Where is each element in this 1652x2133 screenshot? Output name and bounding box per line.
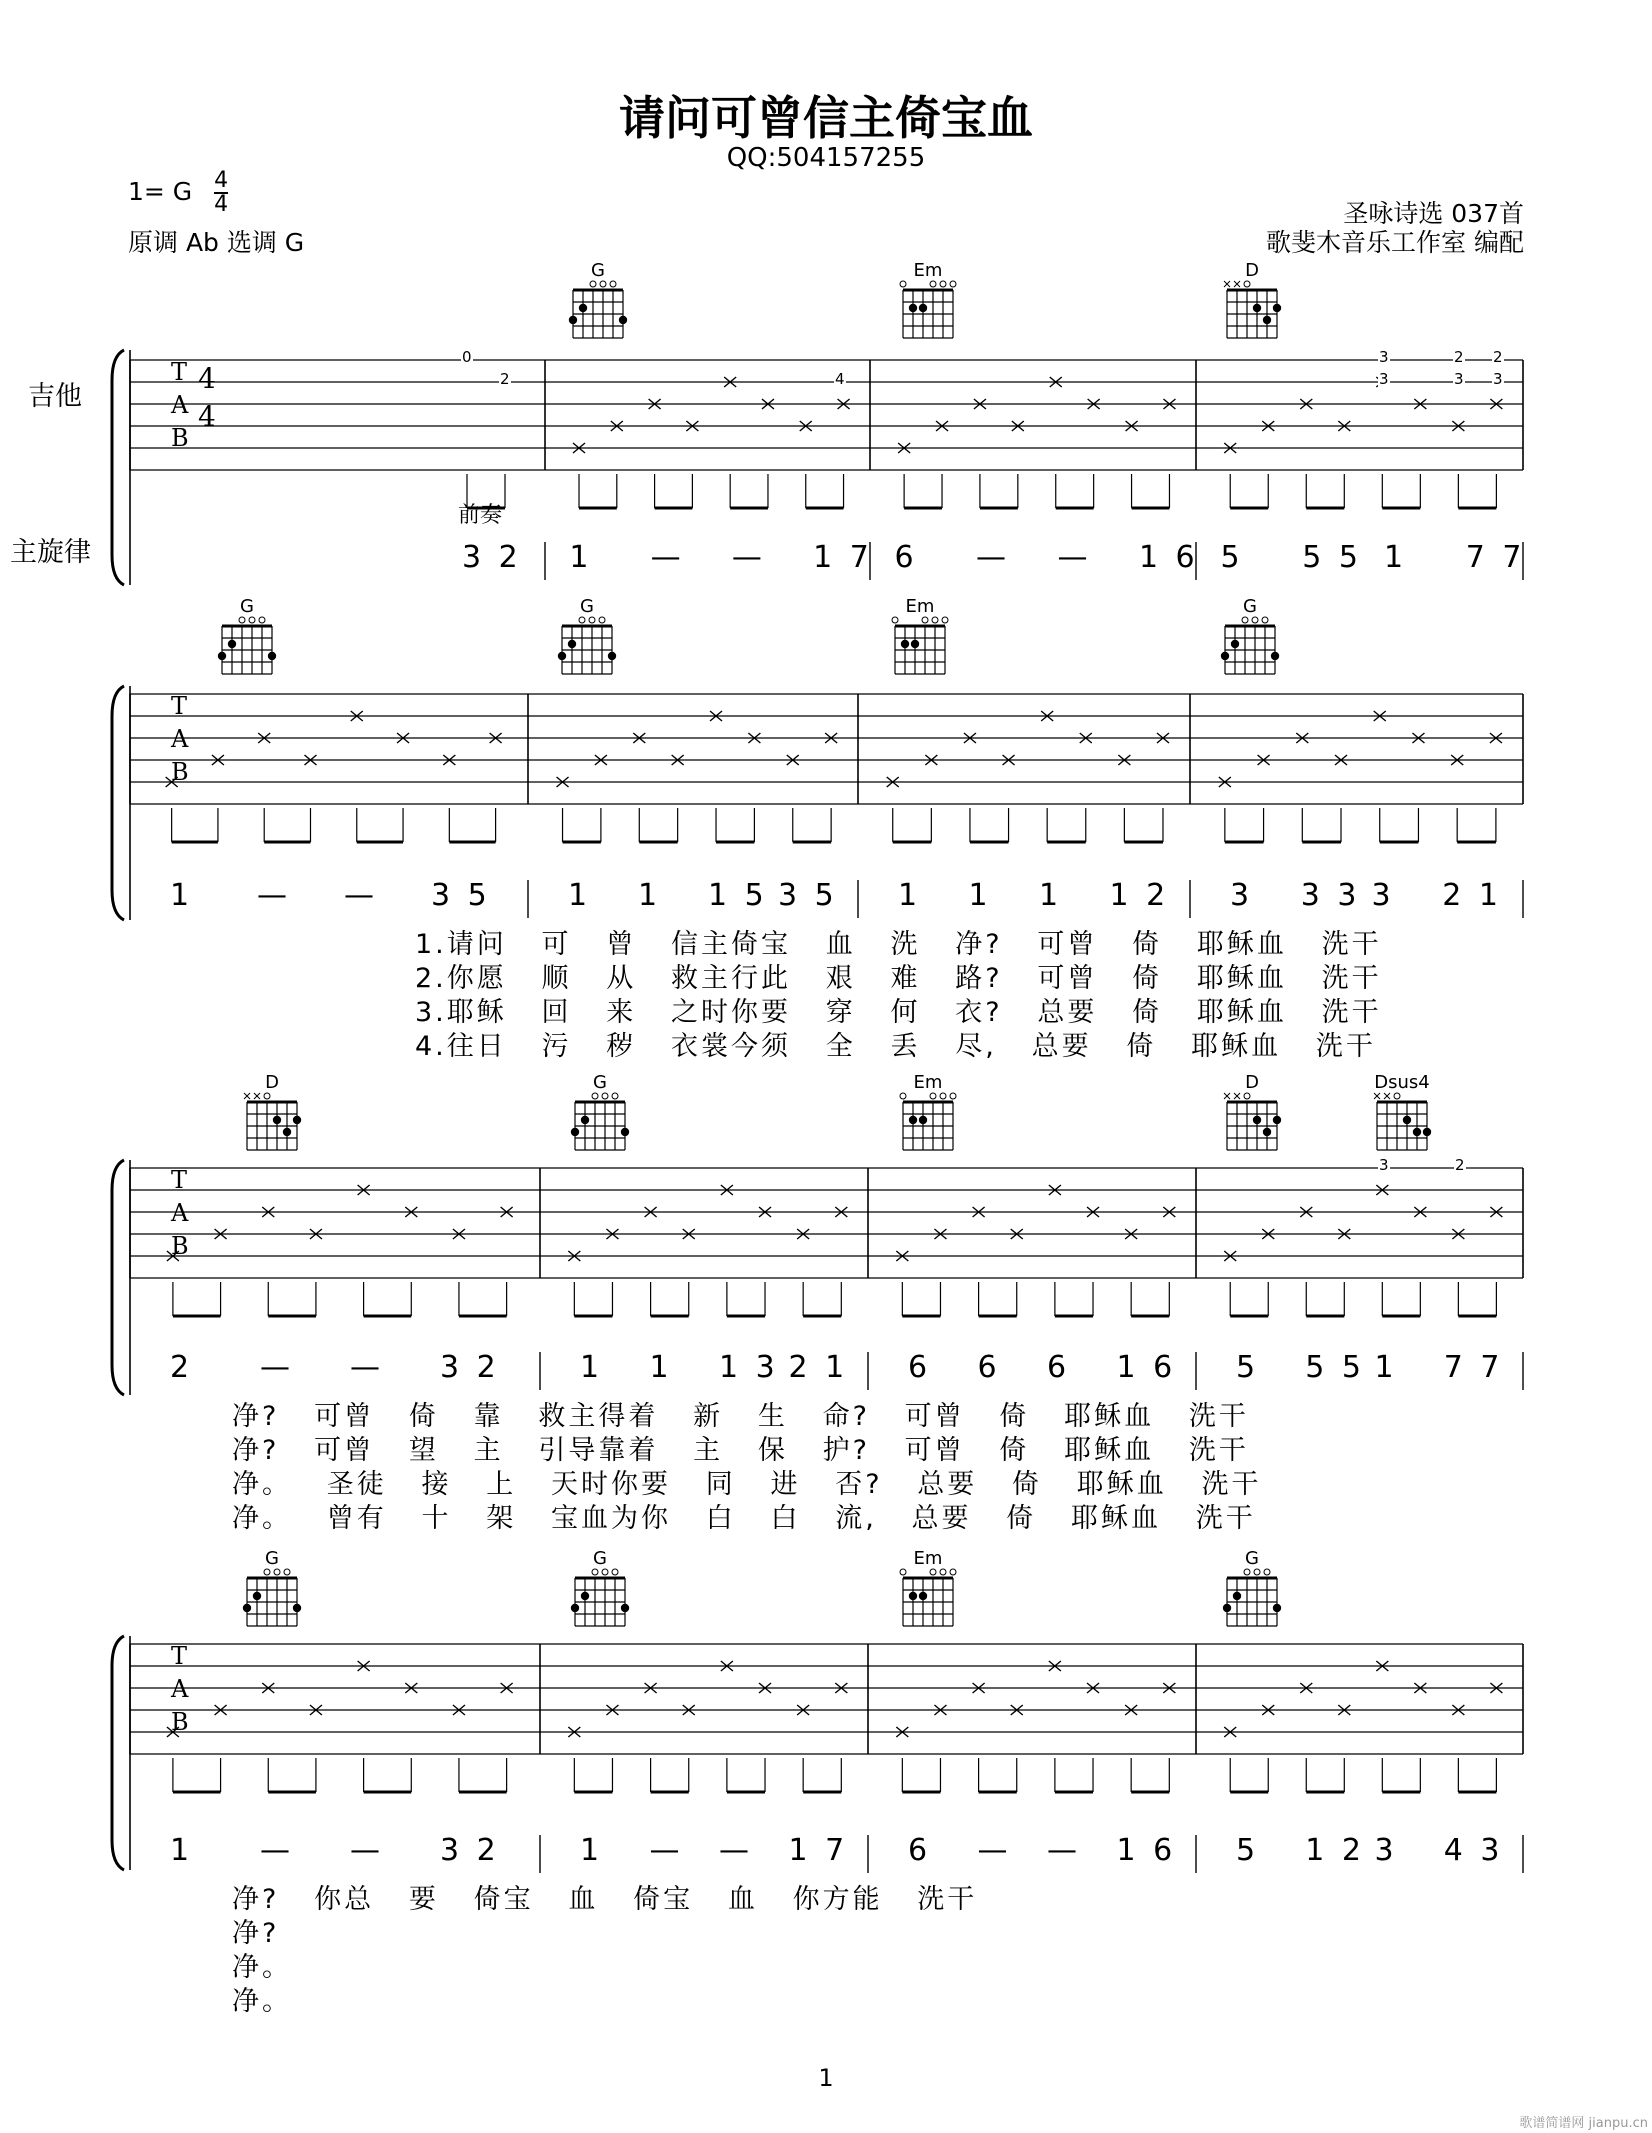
melody-note: 7 7 — [1443, 1350, 1504, 1385]
tab-letter: A — [171, 1675, 189, 1703]
chord-name: G — [591, 260, 605, 281]
tab-fret-number: 2 — [1454, 348, 1464, 366]
melody-note: 3 — [1230, 878, 1254, 913]
lyric-line-3: 净。 — [232, 1952, 292, 1983]
chord-name: D — [1245, 1072, 1259, 1093]
lyric-line-3: 净。 圣徒 接 上 天时你要 同 进 否? 总要 倚 耶稣血 洗干 — [232, 1469, 1262, 1500]
melody-note: 3 5 — [778, 878, 838, 913]
instrument-guitar: 吉他 — [28, 381, 82, 412]
chord-diagram-d — [1224, 281, 1281, 338]
chord-name: Em — [913, 1072, 943, 1093]
tab-letter: B — [171, 1232, 189, 1260]
ts-top: 4 — [214, 168, 229, 193]
tab-ts-top: 4 — [198, 362, 216, 395]
chord-diagram-em — [900, 281, 956, 338]
lyric-line-2: 2.你愿 顺 从 救主行此 艰 难 路? 可曾 倚 耶稣血 洗干 — [415, 963, 1382, 994]
lyric-line-1: 净? 可曾 倚 靠 救主得着 新 生 命? 可曾 倚 耶稣血 洗干 — [232, 1401, 1249, 1432]
melody-note: 1 — [968, 878, 992, 913]
melody-note: — — [977, 1833, 1012, 1868]
melody-note: — — [260, 1350, 294, 1385]
tab-fret-number: 0 — [462, 348, 472, 366]
system-brace — [112, 1636, 124, 1870]
tab-letter: B — [171, 1708, 189, 1736]
tab-letter: T — [171, 358, 188, 386]
chord-name: G — [580, 596, 594, 617]
melody-note: — — [1047, 1833, 1081, 1868]
lyric-line-2: 净? — [232, 1918, 280, 1949]
tab-fret-number: 3 — [1493, 370, 1503, 388]
melody-note: 5 — [1220, 540, 1244, 575]
lyric-line-2: 净? 可曾 望 主 引导靠着 主 保 护? 可曾 倚 耶稣血 洗干 — [232, 1435, 1249, 1466]
melody-note: 1 — [580, 1350, 604, 1385]
melody-note: 1 — [568, 878, 592, 913]
chord-name: Em — [905, 596, 935, 617]
intro-label: 前奏 — [458, 503, 503, 528]
lyric-line-1: 1.请问 可 曾 信主倚宝 血 洗 净? 可曾 倚 耶稣血 洗干 — [415, 929, 1382, 960]
tab-ts-bottom: 4 — [198, 400, 216, 433]
chord-diagram-g — [569, 281, 627, 338]
tab-fret-number: 3 — [1454, 370, 1464, 388]
chord-diagram-dsus4 — [1374, 1093, 1431, 1150]
melody-note: — — [731, 540, 766, 575]
chord-name: G — [240, 596, 254, 617]
melody-note: 2 1 — [1442, 878, 1502, 913]
original-key: 原调 Ab 选调 G — [128, 228, 305, 257]
melody-note: 6 — [894, 540, 918, 575]
chord-diagram-g — [1223, 1569, 1281, 1626]
tab-letter: A — [171, 1199, 189, 1227]
melody-note: 3 — [1371, 878, 1395, 913]
tab-fret-number: 2 — [1455, 1156, 1465, 1174]
arranger: 歌斐木音乐工作室 编配 — [1266, 228, 1524, 257]
chord-name: G — [265, 1548, 279, 1569]
instrument-melody: 主旋律 — [10, 537, 91, 568]
tab-fret-number: 3 — [1379, 1156, 1389, 1174]
melody-note: 6 — [908, 1833, 932, 1868]
tab-fret-number: 2 — [1493, 348, 1503, 366]
melody-note: 6 — [908, 1350, 932, 1385]
tab-letter: B — [171, 424, 189, 452]
chord-name: G — [593, 1548, 607, 1569]
key-label: 1= G — [128, 177, 193, 206]
melody-note: — — [649, 1833, 684, 1868]
tab-letter: T — [171, 1166, 188, 1194]
qq-number: QQ:504157255 — [726, 143, 926, 173]
lyric-line-4: 净。 曾有 十 架 宝血为你 白 白 流, 总要 倚 耶稣血 洗干 — [232, 1503, 1256, 1534]
melody-note: 1 — [898, 878, 922, 913]
melody-note: 1 — [170, 878, 194, 913]
chord-name: Em — [913, 1548, 943, 1569]
melody-note: 1 7 — [813, 540, 873, 575]
melody-note: — — [344, 878, 378, 913]
tab-letter: T — [171, 1642, 188, 1670]
melody-note: — — [719, 1833, 753, 1868]
watermark: 歌谱简谱网 jianpu.cn — [1519, 2116, 1648, 2131]
melody-note: 1 — [170, 1833, 194, 1868]
chord-diagram-g — [1221, 617, 1279, 674]
melody-note: 4 3 — [1443, 1833, 1504, 1868]
melody-note: 3 5 — [431, 878, 491, 913]
melody-note: — — [350, 1833, 384, 1868]
melody-note: 1 6 — [1116, 1350, 1177, 1385]
lyric-line-3: 3.耶稣 回 来 之时你要 穿 何 衣? 总要 倚 耶稣血 洗干 — [415, 997, 1382, 1028]
page-number: 1 — [818, 2064, 834, 2092]
melody-note: 1 5 — [708, 878, 768, 913]
tab-fret-number: 2 — [500, 370, 510, 388]
chord-diagram-em — [900, 1093, 956, 1150]
tab-letter: B — [171, 758, 189, 786]
tab-fret-number: 3 — [1379, 348, 1389, 366]
chord-name: G — [593, 1072, 607, 1093]
chord-diagram-g — [243, 1569, 301, 1626]
chord-name: Dsus4 — [1374, 1072, 1430, 1093]
system-brace — [112, 1160, 124, 1395]
chord-diagram-g — [558, 617, 616, 674]
system-brace — [112, 350, 124, 585]
lyric-line-4: 净。 — [232, 1986, 292, 2017]
system-brace — [112, 686, 124, 920]
tab-letter: A — [171, 391, 189, 419]
melody-note: 6 — [977, 1350, 1001, 1385]
melody-note: 3 2 — [462, 540, 522, 575]
chord-name: Em — [913, 260, 943, 281]
melody-note: 1 6 — [1116, 1833, 1177, 1868]
melody-note: 2 1 — [788, 1350, 849, 1385]
melody-note: 1 — [1384, 540, 1408, 575]
lyric-line-1: 净? 你总 要 倚宝 血 倚宝 血 你方能 洗干 — [232, 1884, 978, 1915]
tab-letter: A — [171, 725, 189, 753]
melody-note: 1 — [580, 1833, 604, 1868]
melody-note: — — [650, 540, 685, 575]
melody-note: 1 2 — [1109, 878, 1170, 913]
melody-note: 1 7 — [788, 1833, 849, 1868]
melody-note: 2 — [170, 1350, 194, 1385]
melody-note: — — [975, 540, 1010, 575]
chord-diagram-g — [218, 617, 276, 674]
chord-diagram-d — [1224, 1093, 1281, 1150]
melody-note: 3 — [1374, 1833, 1398, 1868]
chord-diagram-d — [244, 1093, 301, 1150]
chord-diagram-em — [892, 617, 948, 674]
chord-name: D — [1245, 260, 1259, 281]
tab-fret-number: 4 — [835, 370, 845, 388]
melody-note: 5 — [1236, 1350, 1260, 1385]
chord-name: G — [1245, 1548, 1259, 1569]
chord-diagram-g — [571, 1569, 629, 1626]
chord-name: G — [1243, 596, 1257, 617]
melody-note: 1 3 — [719, 1350, 779, 1385]
melody-note: — — [350, 1350, 384, 1385]
melody-note: 3 2 — [440, 1833, 500, 1868]
chord-diagram-em — [900, 1569, 956, 1626]
melody-note: 6 — [1047, 1350, 1071, 1385]
melody-note: 5 5 — [1305, 1350, 1365, 1385]
melody-note: — — [257, 878, 291, 913]
chord-name: D — [265, 1072, 279, 1093]
melody-note: 1 — [1374, 1350, 1398, 1385]
chord-diagram-g — [571, 1093, 629, 1150]
melody-note: 5 5 — [1302, 540, 1362, 575]
tab-letter: T — [171, 692, 188, 720]
melody-note: 1 2 — [1305, 1833, 1365, 1868]
melody-note: 1 — [569, 540, 593, 575]
melody-note: 1 — [649, 1350, 673, 1385]
melody-note: 7 7 — [1465, 540, 1526, 575]
melody-note: — — [1057, 540, 1092, 575]
melody-note: 3 3 — [1300, 878, 1361, 913]
melody-note: 1 — [1039, 878, 1063, 913]
page-title: 请问可曾信主倚宝血 — [619, 91, 1033, 145]
melody-note: 3 2 — [440, 1350, 500, 1385]
melody-note: 1 — [638, 878, 662, 913]
tab-fret-number: 3 — [1379, 370, 1389, 388]
lyric-line-4: 4.往日 污 秽 衣裳今须 全 丢 尽, 总要 倚 耶稣血 洗干 — [415, 1031, 1376, 1062]
melody-note: — — [260, 1833, 294, 1868]
melody-note: 5 — [1236, 1833, 1260, 1868]
source: 圣咏诗选 037首 — [1343, 199, 1524, 228]
ts-bottom: 4 — [214, 192, 229, 217]
melody-note: 1 6 — [1138, 540, 1199, 575]
